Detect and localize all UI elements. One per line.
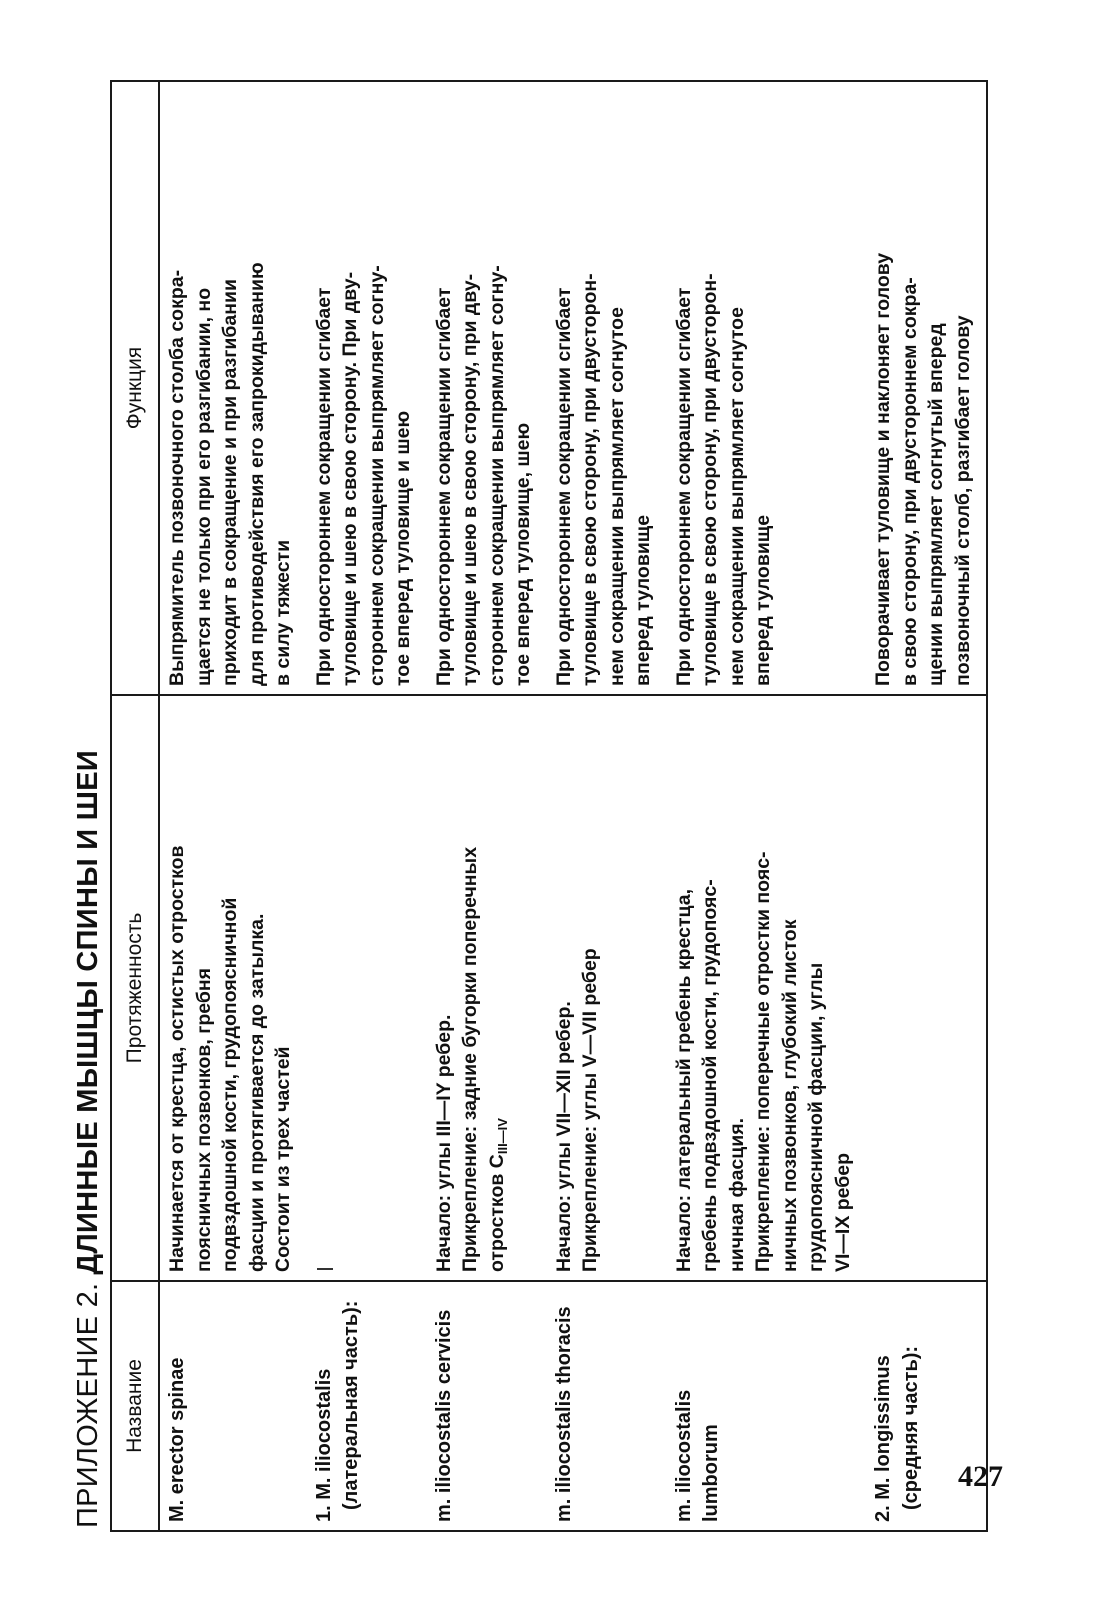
function-line: позвоночный столб, разгибает голову [951, 315, 974, 686]
extent-line: Начало: углы III—IY ребер. [432, 1014, 455, 1272]
muscle-name-cell [667, 1281, 867, 1531]
table-row [547, 81, 667, 1531]
rotated-page [66, 48, 1106, 1568]
function-line: приходит в сокращение и при разгибании [219, 279, 242, 686]
extent-line: Начало: латеральный гребень крестца, [672, 889, 695, 1272]
function-line: Выпрямитель позвоночного столба сокра- [166, 269, 188, 686]
table-row [307, 81, 427, 1531]
muscle-part-note: (латеральная часть): [339, 1300, 362, 1510]
extent-line: ничная фасция. [725, 1117, 748, 1272]
muscles-table [110, 80, 988, 1532]
function-cell [547, 81, 667, 695]
extent-line [484, 704, 512, 1272]
function-cell [307, 81, 427, 695]
function-line: тое вперед туловище, шею [512, 422, 535, 686]
function-line: вперед туловище [632, 514, 655, 686]
function-line: в силу тяжести [272, 539, 295, 686]
function-line: нем сокращении выпрямляет согнутое [605, 307, 628, 686]
muscle-name: m. iliocostalis cervicis [432, 1309, 455, 1522]
function-line: Поворачивает туловище и наклоняет голову [872, 252, 895, 686]
function-line: нем сокращении выпрямляет согнутое [725, 307, 748, 686]
extent-text: отростков C [485, 1154, 508, 1272]
function-cell [866, 81, 987, 695]
function-line: для противодействия его запрокидыванию [245, 262, 268, 686]
function-line: щении выпрямляет согнутый вперед [925, 323, 948, 686]
function-line: тое вперед туловище и шею [392, 410, 415, 686]
muscle-part-note: (средняя часть): [899, 1345, 922, 1510]
function-line: При одностороннем сокращении сгибает [432, 287, 455, 686]
function-line: стороннем сокращении выпрямляет согну- [485, 265, 508, 686]
extent-line: поясничных позвонков, гребня [192, 967, 215, 1272]
extent-line: ничных позвонков, глубокий листок [778, 919, 801, 1272]
extent-cell [427, 695, 547, 1281]
extent-line: Прикрепление: задние бугорки поперечных [459, 846, 482, 1272]
muscle-name-cell [547, 1281, 667, 1531]
function-line: При одностороннем сокращении сгибает [672, 287, 695, 686]
function-line: в свою сторону, при двустороннем сокра- [898, 277, 921, 686]
function-cell [667, 81, 867, 695]
muscle-name: M. erector spinae [166, 1357, 188, 1522]
vertebra-subscript: III—IV [494, 1118, 510, 1155]
table-row [159, 81, 307, 1531]
extent-line: VI—IX ребер [831, 1152, 854, 1272]
page-number: 427 [958, 1460, 1003, 1493]
function-line: туловище в свою сторону, при двусторон- [699, 273, 722, 686]
appendix-title [66, 750, 110, 1528]
extent-line: грудопоясничной фасции, углы [805, 962, 828, 1272]
appendix-heading: ДЛИННЫЕ МЫШЦЫ СПИНЫ И ШЕИ [72, 750, 104, 1275]
function-cell [427, 81, 547, 695]
muscle-name-cell [159, 1281, 307, 1531]
muscle-name-cell [427, 1281, 547, 1531]
extent-cell [159, 695, 307, 1281]
extent-line: гребень подвздошной кости, грудопояс- [699, 879, 722, 1272]
table-row [667, 81, 867, 1531]
function-line: При одностороннем сокращении сгибает [312, 287, 335, 686]
extent-line: Начинается от крестца, остистых отростков [166, 845, 188, 1272]
extent-line: Прикрепление: поперечные отростки пояс- [752, 851, 775, 1272]
extent-cell [667, 695, 867, 1281]
function-line: стороннем сокращении выпрямляет согну- [365, 265, 388, 686]
column-header-function: Функция [111, 81, 159, 695]
extent-line: подвздошной кости, грудопоясничной [219, 897, 242, 1272]
extent-cell [866, 695, 987, 1281]
appendix-label: ПРИЛОЖЕНИЕ 2. [72, 1282, 104, 1528]
extent-line: фасции и протягивается до затылка. [245, 913, 268, 1272]
extent-line: Начало: углы VII—XII ребер. [552, 1001, 575, 1272]
function-line: При одностороннем сокращении сгибает [552, 287, 575, 686]
extent-cell [547, 695, 667, 1281]
table-header-row [111, 81, 159, 1531]
function-line: щается не только при его разгибании, но [192, 287, 215, 686]
muscle-name: m. iliocostalis lumborum [672, 1389, 722, 1522]
extent-line: Прикрепление: углы V—VII ребер [579, 948, 602, 1272]
extent-cell [307, 695, 427, 1281]
function-line: туловище и шею в свою сторону, при дву- [459, 273, 482, 686]
function-cell [159, 81, 307, 695]
table-row [427, 81, 547, 1531]
column-header-extent: Протяженность [111, 695, 159, 1281]
muscle-name-cell [307, 1281, 427, 1531]
function-line: туловище в свою сторону, при двусторон- [579, 273, 602, 686]
muscle-name: 1. M. iliocostalis [312, 1368, 335, 1522]
muscle-name: 2. M. longissimus [872, 1355, 895, 1522]
extent-line: Состоит из трех частей [272, 1046, 295, 1272]
function-line: туловище и шею в свою сторону. При дву- [339, 271, 362, 686]
muscle-name: m. iliocostalis thoracis [552, 1306, 575, 1522]
dash-mark [317, 1268, 333, 1270]
function-line: вперед туловище [752, 514, 775, 686]
table-row [866, 81, 987, 1531]
column-header-name: Название [111, 1281, 159, 1531]
